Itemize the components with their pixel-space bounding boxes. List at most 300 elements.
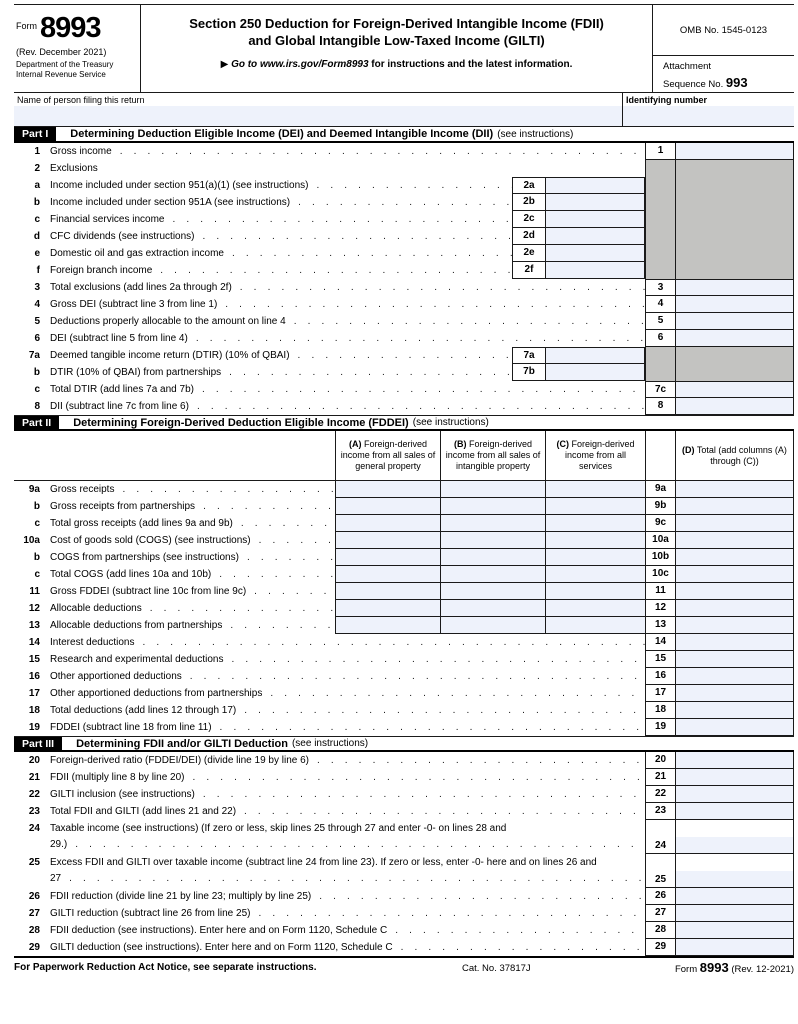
entry-7c[interactable] [675, 381, 794, 398]
omb-number: OMB No. 1545-0123 [653, 5, 794, 56]
column-header-spacer [14, 431, 335, 480]
part1-see-instructions: (see instructions) [497, 128, 574, 140]
entry-8[interactable] [675, 398, 794, 415]
row-line-2e [14, 245, 794, 262]
shaded-cell [675, 211, 794, 228]
line-text: FDII reduction (divide line 21 by line 23; multiply by line 25) . [50, 888, 645, 905]
line-text: Allocable deductions . [50, 600, 335, 617]
line-number: 23 [28, 806, 40, 817]
entry-2e[interactable] [545, 245, 645, 262]
entry-1[interactable] [675, 143, 794, 160]
goto-suffix: for instructions and the latest information. [368, 58, 573, 70]
shaded-cell [675, 177, 794, 194]
row-line-7b [14, 364, 794, 381]
entry-7b[interactable] [545, 364, 645, 381]
omb-block [653, 5, 794, 92]
box-number-7a: 7a [512, 347, 545, 364]
column-d-letter: (D) [682, 444, 695, 455]
line-text: Income included under section 951A (see instructions) . [50, 194, 512, 211]
line-number: b [33, 552, 40, 563]
row-line-2c [14, 211, 794, 228]
entry-5[interactable] [675, 313, 794, 330]
line-text: Other apportioned deductions from partnerships . [50, 685, 645, 702]
box-number-24: 24 [645, 820, 675, 854]
box-number-9a: 9a [645, 481, 675, 498]
box-number-11: 11 [645, 583, 675, 600]
entry-2f[interactable] [545, 262, 645, 279]
row-line-18 [14, 702, 794, 719]
line-number: 18 [28, 705, 40, 716]
part1-title: Determining Deduction Eligible Income (DEI) and Deemed Intangible Income (DII) [70, 128, 494, 140]
entry-10a-colB[interactable] [440, 532, 545, 549]
column-c-header [545, 431, 645, 480]
line-label-cell [14, 143, 645, 160]
box-number-18: 18 [645, 702, 675, 719]
line-text: Deemed tangible income return (DTIR) (10% of QBAI) . [50, 347, 512, 364]
line-number: 3 [34, 282, 40, 293]
row-line-19 [14, 719, 794, 736]
line-label-cell [14, 905, 645, 922]
line-text: Total gross receipts (add lines 9a and 9b) . [50, 515, 335, 532]
entry-19[interactable] [675, 719, 794, 736]
line-text: DTIR (10% of QBAI) from partnerships . [50, 364, 512, 381]
line-text: Gross FDDEI (subtract line 10c from line 9c) . [50, 583, 335, 600]
box-number-12: 12 [645, 600, 675, 617]
id-field-label: Identifying number [626, 95, 707, 105]
row-line-25 [14, 854, 794, 888]
line-label-cell [14, 702, 645, 719]
entry-2a[interactable] [545, 177, 645, 194]
entry-27[interactable] [675, 905, 794, 922]
line-label-cell [14, 922, 645, 939]
footer-form-id [675, 960, 794, 975]
line-number: 20 [28, 755, 40, 766]
entry-23[interactable] [675, 803, 794, 820]
line-number: 6 [34, 333, 40, 344]
entry-10b-colC[interactable] [545, 549, 645, 566]
line-label-cell [14, 651, 645, 668]
row-line-9b [14, 498, 794, 515]
line-number: b [33, 197, 40, 208]
entry-13-colD[interactable] [675, 617, 794, 634]
entry-2b[interactable] [545, 194, 645, 211]
entry-25[interactable] [675, 854, 794, 888]
entry-22[interactable] [675, 786, 794, 803]
line-label-cell [14, 719, 645, 736]
line-number: c [34, 214, 40, 225]
box-number-14: 14 [645, 634, 675, 651]
line-label-cell [14, 685, 645, 702]
line-label-cell [14, 803, 645, 820]
line-number: c [34, 384, 40, 395]
part2-rows [14, 481, 794, 736]
line-number: 17 [28, 688, 40, 699]
shaded-cell [645, 228, 675, 245]
line-number: b [33, 501, 40, 512]
form-title-line1: Section 250 Deduction for Foreign-Derived Intangible Income (FDII) [189, 16, 604, 31]
entry-9b-colC[interactable] [545, 498, 645, 515]
line-text: Total exclusions (add lines 2a through 2f) . [50, 279, 645, 296]
line-number: 27 [28, 908, 40, 919]
line-label-cell [14, 769, 645, 786]
line-label-cell [14, 160, 645, 177]
line-text: Other apportioned deductions . [50, 668, 645, 685]
box-number-2b: 2b [512, 194, 545, 211]
form-title-line2: and Global Intangible Low-Taxed Income (GILTI) [248, 32, 545, 48]
line-label-cell [14, 854, 645, 888]
form-number: 8993 [40, 12, 101, 44]
box-number-6: 6 [645, 330, 675, 347]
row-line-8 [14, 398, 794, 415]
line-text: Gross receipts . [50, 481, 335, 498]
line-label-cell [14, 262, 512, 279]
entry-10b-colB[interactable] [440, 549, 545, 566]
form-footer [14, 956, 794, 976]
line-text: Total COGS (add lines 10a and 10b) . [50, 566, 335, 583]
entry-4[interactable] [675, 296, 794, 313]
line-text: Income included under section 951(a)(1) (see instructions) . [50, 177, 512, 194]
entry-9a-colC[interactable] [545, 481, 645, 498]
entry-10a-colD[interactable] [675, 532, 794, 549]
line-number: 14 [28, 637, 40, 648]
row-line-24 [14, 820, 794, 854]
line-text: DEI (subtract line 5 from line 4) . [50, 330, 645, 347]
entry-15[interactable] [675, 651, 794, 668]
box-number-10b: 10b [645, 549, 675, 566]
row-line-14 [14, 634, 794, 651]
line-number: a [34, 180, 40, 191]
line-label-cell [14, 668, 645, 685]
line-number: 15 [28, 654, 40, 665]
entry-3[interactable] [675, 279, 794, 296]
shaded-cell [645, 211, 675, 228]
box-number-5: 5 [645, 313, 675, 330]
entry-10b-colD[interactable] [675, 549, 794, 566]
line-label-cell [14, 600, 335, 617]
part3-header-bar [14, 736, 794, 752]
box-number-26: 26 [645, 888, 675, 905]
entry-7a[interactable] [545, 347, 645, 364]
part1-label: Part I [14, 127, 56, 141]
column-b-letter: (B) [453, 439, 467, 450]
box-number-28: 28 [645, 922, 675, 939]
box-number-21: 21 [645, 769, 675, 786]
entry-16[interactable] [675, 668, 794, 685]
entry-9a-colD[interactable] [675, 481, 794, 498]
line-label-cell [14, 330, 645, 347]
row-line-26 [14, 888, 794, 905]
row-line-2d [14, 228, 794, 245]
shaded-cell [645, 194, 675, 211]
goto-link[interactable]: www.irs.gov/Form8993 [259, 58, 369, 70]
entry-11-colB[interactable] [440, 583, 545, 600]
row-line-9c [14, 515, 794, 532]
entry-17[interactable] [675, 685, 794, 702]
column-d-header [675, 431, 794, 480]
column-a-text: Foreign-derived income from all sales of general property [340, 439, 436, 471]
line-number: c [34, 518, 40, 529]
shaded-cell [675, 245, 794, 262]
entry-10c-colD[interactable] [675, 566, 794, 583]
line-label-cell [14, 752, 645, 769]
line-number: 19 [28, 722, 40, 733]
line-number: 29 [28, 942, 40, 953]
entry-24[interactable] [675, 820, 794, 854]
form-word: Form [16, 21, 37, 31]
line-label-cell [14, 939, 645, 956]
part2-column-headers [14, 431, 794, 481]
entry-11-colA[interactable] [335, 583, 440, 600]
shaded-cell [645, 364, 675, 381]
entry-13-colC[interactable] [545, 617, 645, 634]
box-number-9b: 9b [645, 498, 675, 515]
box-number-3: 3 [645, 279, 675, 296]
row-line-10b [14, 549, 794, 566]
entry-25-input[interactable] [676, 871, 793, 887]
line-text: Allocable deductions from partnerships . [50, 617, 335, 634]
line-number: 21 [28, 772, 40, 783]
row-line-2b [14, 194, 794, 211]
column-linenum-header [645, 431, 675, 480]
line-text: GILTI inclusion (see instructions) . [50, 786, 645, 803]
entry-2d[interactable] [545, 228, 645, 245]
line-label-cell [14, 617, 335, 634]
column-a-letter: (A) [348, 439, 362, 450]
row-line-11 [14, 583, 794, 600]
box-number-10c: 10c [645, 566, 675, 583]
line-text: Deductions properly allocable to the amount on line 4 . [50, 313, 645, 330]
box-number-7c: 7c [645, 381, 675, 398]
row-line-3 [14, 279, 794, 296]
line-label-cell [14, 347, 512, 364]
box-number-9c: 9c [645, 515, 675, 532]
row-line-15 [14, 651, 794, 668]
column-a-header [335, 431, 440, 480]
line-text: FDII deduction (see instructions). Enter here and on Form 1120, Schedule C . [50, 922, 645, 939]
entry-20[interactable] [675, 752, 794, 769]
box-number-4: 4 [645, 296, 675, 313]
part2-header-bar [14, 415, 794, 431]
line-label-cell [14, 566, 335, 583]
line-number: c [34, 569, 40, 580]
box-number-7b: 7b [512, 364, 545, 381]
entry-28[interactable] [675, 922, 794, 939]
row-line-10c [14, 566, 794, 583]
part3-see-instructions: (see instructions) [291, 738, 369, 749]
line-number: 4 [34, 299, 40, 310]
column-b-header [440, 431, 545, 480]
column-d-text: Total (add columns (A) through (C)) [696, 444, 787, 466]
entry-6[interactable] [675, 330, 794, 347]
entry-9c-colA[interactable] [335, 515, 440, 532]
shaded-cell [645, 262, 675, 279]
entry-12-colD[interactable] [675, 600, 794, 617]
box-number-2c: 2c [512, 211, 545, 228]
shaded-cell [645, 177, 675, 194]
box-number-23: 23 [645, 803, 675, 820]
entry-9b-colD[interactable] [675, 498, 794, 515]
line-number: 9a [28, 484, 40, 495]
entry-21[interactable] [675, 769, 794, 786]
name-input[interactable] [14, 106, 622, 126]
entry-9b-colA[interactable] [335, 498, 440, 515]
line-label-cell [14, 313, 645, 330]
form-header [14, 4, 794, 93]
line-text: Gross receipts from partnerships . [50, 498, 335, 515]
line-label-cell [14, 888, 645, 905]
line-label-cell [14, 279, 645, 296]
row-line-29 [14, 939, 794, 956]
entry-9c-colC[interactable] [545, 515, 645, 532]
shaded-cell [645, 160, 675, 177]
part1-rows [14, 143, 794, 415]
line-label-cell [14, 820, 645, 854]
entry-10a-colA[interactable] [335, 532, 440, 549]
line-number: 16 [28, 671, 40, 682]
row-line-10a [14, 532, 794, 549]
line-text: Foreign-derived ratio (FDDEI/DEI) (divide line 19 by line 6) . [50, 752, 645, 769]
line-number: f [36, 265, 40, 276]
entry-9a-colA[interactable] [335, 481, 440, 498]
shaded-cell [675, 262, 794, 279]
line-text: Financial services income . [50, 211, 512, 228]
line-text: Total deductions (add lines 12 through 17) . [50, 702, 645, 719]
row-line-20 [14, 752, 794, 769]
row-line-28 [14, 922, 794, 939]
part2-title: Determining Foreign-Derived Deduction Eligible Income (FDDEI) [73, 416, 409, 429]
shaded-cell [675, 194, 794, 211]
paperwork-notice: For Paperwork Reduction Act Notice, see separate instructions. [14, 962, 317, 973]
line-text: Total FDII and GILTI (add lines 21 and 22) . [50, 803, 645, 820]
form-page [14, 4, 794, 976]
agency-line1: Department of the Treasury [16, 60, 114, 69]
line-number: d [33, 231, 40, 242]
form-revision: (Rev. December 2021) [16, 47, 107, 57]
goto-line [141, 59, 652, 70]
line-number: 12 [28, 603, 40, 614]
row-line-21 [14, 769, 794, 786]
row-line-16 [14, 668, 794, 685]
line-label-cell [14, 786, 645, 803]
line-label-cell [14, 245, 512, 262]
id-input[interactable] [623, 106, 794, 126]
form-title-block [140, 5, 653, 92]
line-label-cell [14, 583, 335, 600]
shaded-cell [675, 228, 794, 245]
line-label-cell [14, 515, 335, 532]
entry-10c-colB[interactable] [440, 566, 545, 583]
entry-10b-colA[interactable] [335, 549, 440, 566]
line-text: Research and experimental deductions . [50, 651, 645, 668]
line-text: Cost of goods sold (COGS) (see instructions) . [50, 532, 335, 549]
line-number: 22 [28, 789, 40, 800]
line-text: Taxable income (see instructions) (If zero or less, skip lines 25 through 27 and enter -0- on lines 28 and 29.) . [50, 820, 645, 854]
box-number-16: 16 [645, 668, 675, 685]
entry-2c[interactable] [545, 211, 645, 228]
row-line-22 [14, 786, 794, 803]
name-field-label: Name of person filing this return [17, 95, 145, 105]
column-c-text: Foreign-derived income from all services [564, 439, 635, 471]
box-number-19: 19 [645, 719, 675, 736]
entry-12-colB[interactable] [440, 600, 545, 617]
box-number-10a: 10a [645, 532, 675, 549]
part3-rows [14, 752, 794, 956]
entry-29[interactable] [675, 939, 794, 956]
line-text: Interest deductions . [50, 634, 645, 651]
line-number: 26 [28, 891, 40, 902]
box-number-1: 1 [645, 143, 675, 160]
part2-label: Part II [14, 416, 59, 429]
line-number: 24 [28, 823, 40, 834]
entry-9c-colD[interactable] [675, 515, 794, 532]
row-line-6 [14, 330, 794, 347]
footer-revision: (Rev. 12-2021) [731, 964, 794, 975]
row-line-23 [14, 803, 794, 820]
line-label-cell [14, 194, 512, 211]
box-number-29: 29 [645, 939, 675, 956]
entry-10c-colA[interactable] [335, 566, 440, 583]
entry-11-colD[interactable] [675, 583, 794, 600]
entry-10c-colC[interactable] [545, 566, 645, 583]
line-number: 13 [28, 620, 40, 631]
entry-9b-colB[interactable] [440, 498, 545, 515]
entry-26[interactable] [675, 888, 794, 905]
line-label-cell [14, 398, 645, 415]
entry-12-colC[interactable] [545, 600, 645, 617]
entry-14[interactable] [675, 634, 794, 651]
line-text: Domestic oil and gas extraction income . [50, 245, 512, 262]
line-text: Exclusions [50, 163, 98, 174]
column-c-letter: (C) [556, 439, 569, 450]
box-number-20: 20 [645, 752, 675, 769]
shaded-cell [645, 347, 675, 364]
form-id-block [14, 5, 140, 92]
column-b-text: Foreign-derived income from all sales of intangible property [445, 439, 541, 471]
entry-24-input[interactable] [676, 837, 793, 853]
entry-9a-colB[interactable] [440, 481, 545, 498]
line-number: 25 [28, 857, 40, 868]
line-number: 10a [23, 535, 40, 546]
filer-row [14, 93, 794, 127]
row-line-9a [14, 481, 794, 498]
line-label-cell [14, 498, 335, 515]
part3-title: Determining FDII and/or GILTI Deduction [76, 737, 288, 750]
row-line-17 [14, 685, 794, 702]
line-text: FDDEI (subtract line 18 from line 11) . [50, 719, 645, 736]
line-text: COGS from partnerships (see instructions) . [50, 549, 335, 566]
entry-9c-colB[interactable] [440, 515, 545, 532]
line-text: GILTI deduction (see instructions). Enter here and on Form 1120, Schedule C . [50, 939, 645, 956]
entry-13-colA[interactable] [335, 617, 440, 634]
row-line-7c [14, 381, 794, 398]
entry-12-colA[interactable] [335, 600, 440, 617]
entry-13-colB[interactable] [440, 617, 545, 634]
sequence-label: Sequence No. [663, 79, 726, 91]
line-label-cell [14, 381, 645, 398]
line-text: Total DTIR (add lines 7a and 7b) . [50, 381, 645, 398]
row-line-4 [14, 296, 794, 313]
shaded-cell [675, 364, 794, 381]
entry-10a-colC[interactable] [545, 532, 645, 549]
line-number: e [34, 248, 40, 259]
entry-11-colC[interactable] [545, 583, 645, 600]
entry-18[interactable] [675, 702, 794, 719]
line-text: Gross DEI (subtract line 3 from line 1) . [50, 296, 645, 313]
line-number: 8 [34, 401, 40, 412]
box-number-2a: 2a [512, 177, 545, 194]
line-text: Excess FDII and GILTI over taxable income (subtract line 24 from line 23). If zero or less, enter -0- here and on lines 26 and 27 . [50, 854, 645, 888]
row-line-2a [14, 177, 794, 194]
